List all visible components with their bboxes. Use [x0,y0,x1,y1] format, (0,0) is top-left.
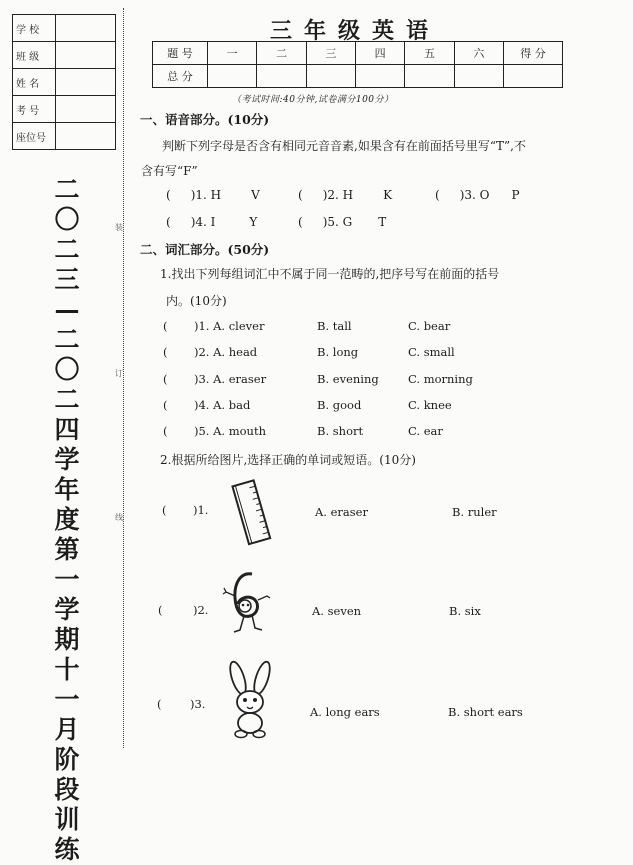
info-row-school [13,15,116,42]
vtitle-char: 年 [54,475,80,504]
paren-open: ( [158,603,163,617]
item-number: )3. [190,697,206,711]
part1-instruction: 1.找出下列每组词汇中不属于同一范畴的,把序号写在前面的括号 [160,267,500,281]
score-total-row [153,65,563,88]
option-c: C. small [408,345,455,359]
info-field[interactable] [56,42,116,69]
page-title: 三年级英语 [269,18,440,44]
option-a: A. long ears [310,705,380,719]
section2-heading: 二、词汇部分。(50分) [140,242,270,257]
phonics-item[interactable]: ( )3. O P [435,188,520,202]
part1-instruction: 内。(10分) [166,294,227,308]
score-cell[interactable] [306,65,355,88]
phonics-item[interactable]: ( )2. H K [298,188,393,202]
info-label: 座位号 [13,123,56,150]
option-c: C. morning [408,372,473,386]
score-total-label: 总 分 [153,65,208,88]
option-c: C. knee [408,398,452,412]
option-b: B. short [317,424,364,438]
info-field[interactable] [56,15,116,42]
section1-instruction: 含有写“F” [141,164,198,178]
score-cell[interactable] [208,65,257,88]
option-a: )1. A. clever [194,319,265,333]
info-field[interactable] [56,123,116,150]
info-label: 考 号 [13,96,56,123]
vtitle-char: 段 [54,775,80,804]
paren-open: ( [163,372,168,386]
option-a: A. eraser [315,505,368,519]
option-b: B. six [449,604,481,618]
vtitle-char: 训 [54,805,80,834]
info-field[interactable] [56,69,116,96]
part2-heading: 2.根据所给图片,选择正确的单词或短语。(10分) [160,453,416,467]
info-row-name [13,69,116,96]
binding-mark: 装 [115,223,123,232]
vtitle-char: 二 [54,175,80,204]
paren-open: ( [162,503,167,517]
vtitle-char: 〇 [54,205,80,234]
exam-info: （考试时间:40分钟,试卷满分100分） [232,95,394,105]
option-b: B. tall [317,319,352,333]
vtitle-char: 二 [54,385,80,414]
option-b: B. short ears [448,705,523,719]
info-row-seat [13,123,116,150]
score-header: 得 分 [504,42,563,65]
vtitle-char: — [54,295,80,324]
option-b: B. ruler [452,505,497,519]
rabbit-picture [220,660,282,740]
info-label: 姓 名 [13,69,56,96]
paren-open: ( [163,424,168,438]
option-b: B. long [317,345,359,359]
option-b: B. good [317,398,362,412]
score-header: 二 [257,42,306,65]
vtitle-char: 学 [54,445,80,474]
info-row-class [13,42,116,69]
vtitle-char: 月 [54,715,80,744]
vtitle-char: 〇 [54,355,80,384]
paren-open: ( [163,345,168,359]
vtitle-char: 十 [54,655,80,684]
score-table [152,41,563,88]
paren-open: ( [163,319,168,333]
vtitle-char: 练 [54,835,80,864]
score-cell[interactable] [454,65,503,88]
binding-mark: 订 [115,369,123,378]
option-a: )3. A. eraser [194,372,267,386]
info-label: 学 校 [13,15,56,42]
info-row-exam-number [13,96,116,123]
vtitle-char: 四 [54,415,80,444]
binding-dotted-line [123,8,124,748]
section1-heading: 一、语音部分。(10分) [140,112,270,127]
paren-open: ( [163,398,168,412]
item-number: )1. [193,503,209,517]
score-cell[interactable] [257,65,306,88]
info-label: 班 级 [13,42,56,69]
info-field[interactable] [56,96,116,123]
vertical-term-title [52,175,82,865]
option-c: C. bear [408,319,451,333]
score-header: 六 [454,42,503,65]
option-a: )4. A. bad [194,398,251,412]
score-cell[interactable] [355,65,404,88]
option-a: )2. A. head [194,345,258,359]
phonics-item[interactable]: ( )1. H V [166,188,260,202]
score-cell[interactable] [405,65,454,88]
vtitle-char: 一 [54,565,80,594]
score-header: 一 [208,42,257,65]
item-number: )2. [193,603,209,617]
option-c: C. ear [408,424,443,438]
number-six-picture [222,568,272,640]
vtitle-char: 二 [54,235,80,264]
vtitle-char: 学 [54,595,80,624]
vtitle-char: 第 [54,535,80,564]
score-cell[interactable] [504,65,563,88]
option-b: B. evening [317,372,379,386]
score-header: 题 号 [153,42,208,65]
student-info-table [12,14,116,150]
score-header-row [153,42,563,65]
vtitle-char: 二 [54,325,80,354]
binding-mark: 线 [115,513,123,522]
ruler-picture [226,476,278,546]
option-a: )5. A. mouth [194,424,266,438]
option-a: A. seven [312,604,362,618]
vtitle-char: 阶 [54,745,80,774]
score-header: 五 [405,42,454,65]
vtitle-char: 期 [54,625,80,654]
score-header: 四 [355,42,404,65]
vtitle-char: 度 [54,505,80,534]
section1-instruction: 判断下列字母是否含有相同元音音素,如果含有在前面括号里写“T”,不 [162,139,526,153]
score-header: 三 [306,42,355,65]
phonics-item[interactable]: ( )4. I Y [166,215,258,229]
paren-open: ( [157,697,162,711]
vtitle-char: 三 [54,265,80,294]
phonics-item[interactable]: ( )5. G T [298,215,387,229]
vtitle-char: 一 [54,685,80,714]
